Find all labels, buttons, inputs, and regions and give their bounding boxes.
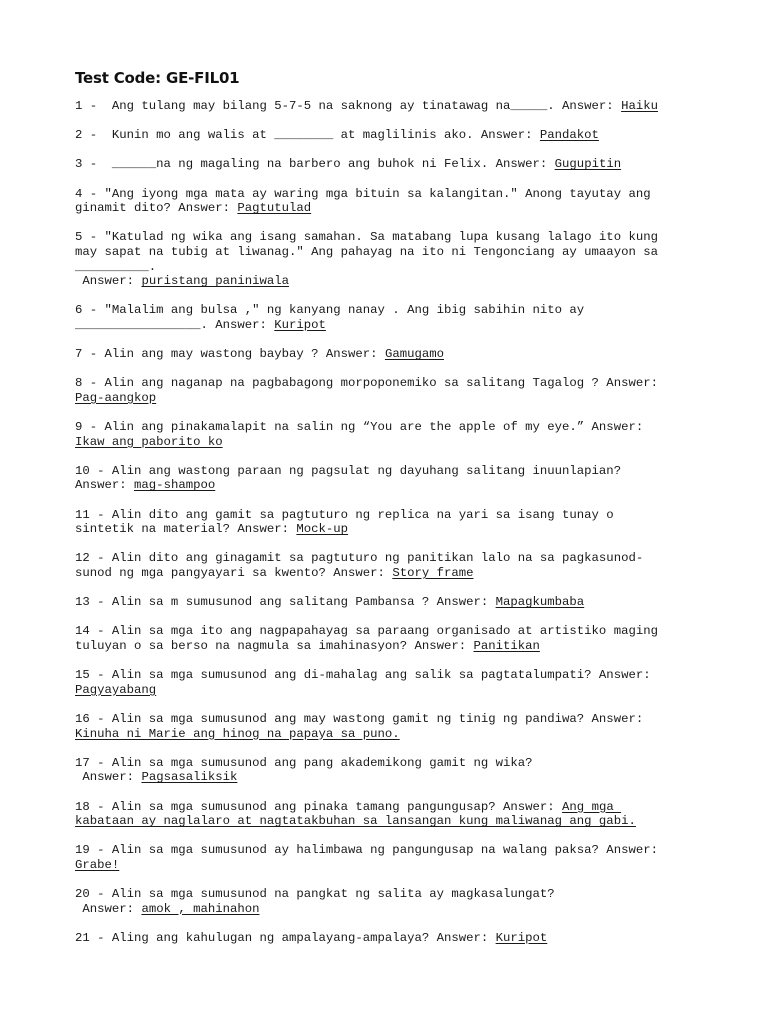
answer-text: Grabe!	[75, 857, 120, 872]
question-text: 17 - Alin sa mga sumusunod ang pang akademikong gamit ng wika? Answer:	[75, 755, 533, 785]
answer-text: Pagyayabang	[75, 682, 157, 697]
question-text: 18 - Alin sa mga sumusunod ang pinaka tamang pangungusap? Answer:	[75, 799, 563, 814]
question-text: 21 - Aling ang kahulugan ng ampalayang-ampalaya? Answer:	[75, 930, 496, 945]
question-text: 9 - Alin ang pinakamalapit na salin ng “You are the apple of my eye.” Answer:	[75, 420, 644, 435]
question-text: 16 - Alin sa mga sumusunod ang may wastong gamit ng tinig ng pandiwa? Answer:	[75, 711, 644, 726]
question-list	[75, 99, 715, 960]
question-item	[75, 887, 715, 916]
question-item	[75, 712, 715, 741]
question-item	[75, 157, 715, 172]
answer-text: Kuripot	[274, 317, 326, 332]
question-item	[75, 347, 715, 362]
answer-text: Mapagkumbaba	[495, 595, 585, 610]
question-item	[75, 230, 715, 288]
question-item	[75, 931, 715, 946]
question-text: 2 - Kunin mo ang walis at ________ at maglilinis ako. Answer:	[75, 128, 540, 143]
answer-text: puristang paniniwala	[141, 274, 290, 289]
question-text: 13 - Alin sa m sumusunod ang salitang Pambansa ? Answer:	[75, 595, 496, 610]
question-item	[75, 303, 715, 332]
question-item	[75, 595, 715, 610]
question-text: 14 - Alin sa mga ito ang nagpapahayag sa paraang organisado at artistiko maging tuluyan o sa berso na nagmula sa imahinasyon? Answer:	[75, 624, 658, 653]
question-text: 11 - Alin dito ang gamit sa pagtuturo ng replica na yari sa isang tunay o sintetik na material? Answer:	[75, 507, 614, 537]
answer-text: mag-shampoo	[134, 478, 216, 493]
question-item	[75, 756, 715, 785]
answer-text: Ang mga kabataan ay naglalaro at nagtatakbuhan sa lansangan kung maliwanag ang gabi.	[75, 799, 636, 829]
answer-text: Gugupitin	[554, 157, 622, 172]
answer-text: Mock-up	[296, 522, 349, 537]
question-item	[75, 420, 715, 449]
question-item	[75, 551, 715, 580]
answer-text: amok , mahinahon	[141, 901, 260, 916]
question-item	[75, 464, 715, 493]
question-item	[75, 843, 715, 872]
question-text: 19 - Alin sa mga sumusunod ay halimbawa ng pangungusap na walang paksa? Answer:	[75, 843, 658, 858]
answer-text: Panitikan	[473, 638, 540, 653]
question-text: 12 - Alin dito ang ginagamit sa pagtuturo ng panitikan lalo na sa pagkasunod- sunod ng mga pangyayari sa kwento? Answer:	[75, 551, 644, 580]
answer-text: Pandakot	[539, 128, 599, 143]
question-text: 15 - Alin sa mga sumusunod ang di-mahalag ang salik sa pagtatalumpati? Answer:	[75, 668, 651, 683]
answer-text: Pag-aangkop	[75, 390, 157, 405]
question-text: 1 - Ang tulang may bilang 5-7-5 na saknong ay tinatawag na_____. Answer:	[75, 99, 622, 113]
question-item	[75, 376, 715, 405]
answer-text: Haiku	[621, 99, 658, 113]
question-item	[75, 187, 715, 216]
test-code-title: Test Code: GE-FIL01	[75, 69, 240, 87]
question-text: 10 - Alin ang wastong paraan ng pagsulat ng dayuhang salitang inuunlapian? Answer:	[75, 463, 622, 493]
question-text: 8 - Alin ang naganap na pagbabagong morpoponemiko sa salitang Tagalog ? Answer:	[75, 376, 658, 391]
answer-text: Kinuha ni Marie ang hinog na papaya sa puno.	[75, 726, 400, 741]
question-text: 7 - Alin ang may wastong baybay ? Answer:	[75, 347, 385, 362]
answer-text: Story frame	[392, 566, 474, 580]
question-text: 6 - "Malalim ang bulsa ," ng kanyang nanay . Ang ibig sabihin nito ay _________________. Answer:	[75, 303, 585, 332]
question-item	[75, 99, 715, 114]
question-item	[75, 508, 715, 537]
question-item	[75, 624, 715, 653]
question-text: 3 - ______na ng magaling na barbero ang buhok ni Felix. Answer:	[75, 157, 555, 172]
question-text: 5 - "Katulad ng wika ang isang samahan. Sa matabang lupa kusang lalago ito kung may sapat na tubig at liwanag." Ang pahayag na ito ni Tengonciang ay umaayon sa __________. Answer:	[75, 230, 658, 289]
question-item	[75, 668, 715, 697]
answer-text: Gamugamo	[384, 347, 444, 362]
answer-text: Pagtutulad	[237, 201, 312, 216]
question-text: 20 - Alin sa mga sumusunod na pangkat ng salita ay magkasalungat? Answer:	[75, 887, 555, 916]
question-text: 4 - "Ang iyong mga mata ay waring mga bituin sa kalangitan." Anong tayutay ang ginamit dito? Answer:	[75, 186, 651, 216]
question-item	[75, 128, 715, 143]
answer-text: Ikaw ang paborito ko	[75, 434, 223, 449]
answer-text: Pagsasaliksik	[141, 770, 238, 785]
answer-text: Kuripot	[495, 930, 548, 945]
question-item	[75, 800, 715, 829]
